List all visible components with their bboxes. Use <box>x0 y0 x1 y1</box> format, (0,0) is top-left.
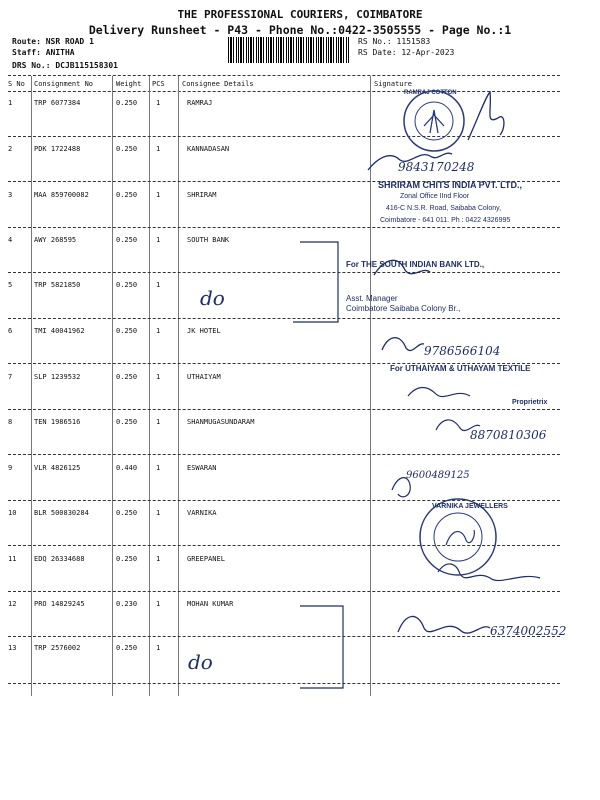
row-12-consignee: MOHAN KUMAR <box>187 600 234 608</box>
row-10-consignee: VARNIKA <box>187 509 217 517</box>
row-4-consignee: SOUTH BANK <box>187 236 230 244</box>
row-10-consignment: BLR 500830284 <box>34 509 89 517</box>
row-3-weight: 0.250 <box>116 191 138 199</box>
row-7-sno: 7 <box>8 373 13 381</box>
row-11-sno: 11 <box>8 555 17 563</box>
row-10-weight: 0.250 <box>116 509 138 517</box>
row-12-consignment: PRO 14829245 <box>34 600 85 608</box>
phone-row-8: 8870810306 <box>470 428 547 442</box>
signature-11 <box>438 564 540 581</box>
row-6-consignee: JK HOTEL <box>187 327 221 335</box>
row-11-weight: 0.250 <box>116 555 138 563</box>
row-2-weight: 0.250 <box>116 145 138 153</box>
row-11-pcs: 1 <box>156 555 161 563</box>
row-10-pcs: 1 <box>156 509 161 517</box>
row-7-consignee: UTHAIYAM <box>187 373 221 381</box>
phone-row-9: 9600489125 <box>406 470 470 481</box>
row-1-consignment: TRP 6077384 <box>34 99 81 107</box>
shriram-stamp-line-3: 416-C N.S.R. Road, Saibaba Colony, <box>386 205 502 212</box>
uthaiyam-stamp-line-1: For UTHAIYAM & UTHAYAM TEXTILE <box>390 364 531 373</box>
row-3-sno: 3 <box>8 191 13 199</box>
phone-row-12: 6374002552 <box>490 624 567 638</box>
row-6-pcs: 1 <box>156 327 161 335</box>
varnika-stamp <box>420 499 496 575</box>
row-7-weight: 0.250 <box>116 373 138 381</box>
row-6-weight: 0.250 <box>116 327 138 335</box>
row-9-weight: 0.440 <box>116 464 138 472</box>
row-5-consignment: TRP 5821850 <box>34 281 81 289</box>
row-8-consignee: SHANMUGASUNDARAM <box>187 418 255 426</box>
row-13-pcs: 1 <box>156 644 161 652</box>
signature-7 <box>408 388 470 397</box>
row-3-consignment: MAA 859700082 <box>34 191 89 199</box>
row-9-consignment: VLR 4826125 <box>34 464 81 472</box>
row-5-weight: 0.250 <box>116 281 138 289</box>
phone-row-7: 9786566104 <box>424 344 501 358</box>
row-1-weight: 0.250 <box>116 99 138 107</box>
ditto-bracket <box>300 606 343 688</box>
row-4-weight: 0.250 <box>116 236 138 244</box>
signature-12 <box>398 616 490 633</box>
row-2-consignment: PDK 1722488 <box>34 145 81 153</box>
row-8-consignment: TEN 1986516 <box>34 418 81 426</box>
row-4-sno: 4 <box>8 236 13 244</box>
row-13-consignment: TRP 2576002 <box>34 644 81 652</box>
col-header-signature: Signature <box>374 80 412 88</box>
row-5-pcs: 1 <box>156 281 161 289</box>
row-1-pcs: 1 <box>156 99 161 107</box>
ramraj-stamp <box>404 91 464 151</box>
row-6-consignment: TMI 40041962 <box>34 327 85 335</box>
row-1-consignee: RAMRAJ <box>187 99 213 107</box>
rs-date: RS Date: 12-Apr-2023 <box>358 48 455 57</box>
row-3-pcs: 1 <box>156 191 161 199</box>
row-10-sno: 10 <box>8 509 17 517</box>
shriram-stamp-line-2: Zonal Office IInd Floor <box>400 193 470 200</box>
signature-1 <box>468 92 504 140</box>
row-8-sno: 8 <box>8 418 13 426</box>
row-12-weight: 0.230 <box>116 600 138 608</box>
row-2-sno: 2 <box>8 145 13 153</box>
row-6-sno: 6 <box>8 327 13 335</box>
bank-stamp-line-1: For THE SOUTH INDIAN BANK LTD., <box>346 260 485 269</box>
runsheet-subtitle: Delivery Runsheet - P43 - Phone No.:0422-3505555 - Page No.:1 <box>88 23 512 37</box>
varnika-stamp-text: VARNIKA JEWELLERS <box>432 503 508 510</box>
col-header-sno: S No <box>8 80 25 88</box>
row-4-pcs: 1 <box>156 236 161 244</box>
row-4-consignment: AWY 268595 <box>34 236 77 244</box>
row-7-consignment: SLP 1239532 <box>34 373 81 381</box>
ditto-bracket <box>293 242 338 322</box>
uthaiyam-stamp-line-2: Proprietrix <box>512 399 548 406</box>
phone-row-2: 9843170248 <box>398 160 475 174</box>
shriram-stamp-line-1: SHRIRAM CHITS INDIA PVT. LTD., <box>378 180 522 190</box>
drs-number: DRS No.: DCJB115158301 <box>12 61 118 70</box>
col-header-weight: Weight <box>116 80 142 88</box>
col-header-pcs: PCS <box>152 80 165 88</box>
row-9-pcs: 1 <box>156 464 161 472</box>
ditto-mark-row-5: do <box>200 286 225 310</box>
row-11-consignment: EDQ 26334688 <box>34 555 85 563</box>
row-3-consignee: SHRIRAM <box>187 191 217 199</box>
route-label: Route: NSR ROAD 1 <box>12 37 94 46</box>
company-title: THE PROFESSIONAL COURIERS, COIMBATORE <box>177 8 423 21</box>
row-9-sno: 9 <box>8 464 13 472</box>
row-1-sno: 1 <box>8 99 13 107</box>
bank-stamp-line-3: Coimbatore Saibaba Colony Br., <box>346 304 461 313</box>
row-12-pcs: 1 <box>156 600 161 608</box>
row-2-consignee: KANNADASAN <box>187 145 230 153</box>
row-8-weight: 0.250 <box>116 418 138 426</box>
signature-6 <box>382 338 424 351</box>
col-header-consignee: Consignee Details <box>182 80 254 88</box>
row-13-weight: 0.250 <box>116 644 138 652</box>
shriram-stamp-line-4: Coimbatore - 641 011. Ph : 0422 4326995 <box>380 217 511 224</box>
row-7-pcs: 1 <box>156 373 161 381</box>
ditto-mark-row-13: do <box>188 650 213 674</box>
ramraj-stamp-text: RAMRAJ COTTON <box>404 90 457 96</box>
row-2-pcs: 1 <box>156 145 161 153</box>
rs-number: RS No.: 1151583 <box>358 37 431 46</box>
bank-stamp-line-2: Asst. Manager <box>346 294 398 303</box>
row-9-consignee: ESWARAN <box>187 464 217 472</box>
row-13-sno: 13 <box>8 644 17 652</box>
row-11-consignee: GREEPANEL <box>187 555 225 563</box>
staff-label: Staff: ANITHA <box>12 48 75 57</box>
col-header-consignment: Consignment No <box>34 80 94 88</box>
row-5-sno: 5 <box>8 281 13 289</box>
row-8-pcs: 1 <box>156 418 161 426</box>
row-12-sno: 12 <box>8 600 17 608</box>
